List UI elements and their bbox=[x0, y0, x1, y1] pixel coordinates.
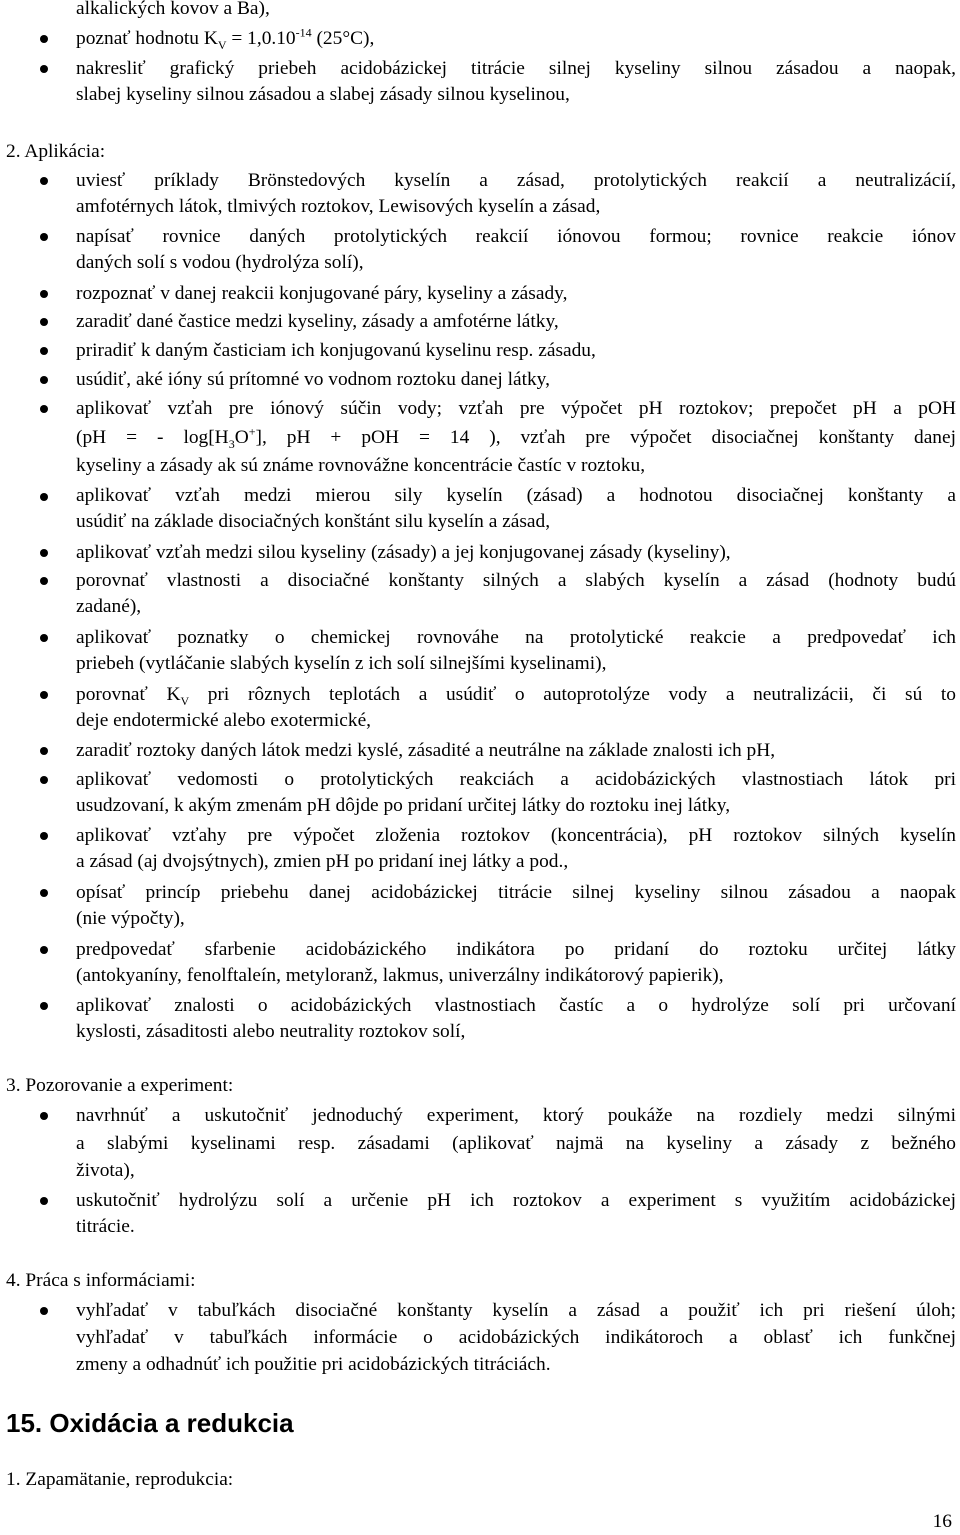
text-line: priebeh (vytláčanie slabých kyselín z ich solí silnejšími kyselinami), bbox=[76, 653, 607, 674]
text-line: aplikovať vzťahy pre výpočet zloženia roztokov (koncentrácia), pH roztokov silných kyselín bbox=[76, 825, 956, 846]
text-line: kyseliny a zásady ak sú známe rovnovážne koncentrácie častíc v roztoku, bbox=[76, 455, 646, 476]
text-line: aplikovať poznatky o chemickej rovnováhe na protolytické reakcie a predpovedať ich bbox=[76, 627, 956, 648]
text-line: uviesť príklady Brönstedových kyselín a zásad, protolytických reakcií a neutralizácií, bbox=[76, 170, 956, 191]
bullet-icon bbox=[40, 1197, 48, 1205]
text-line: zaradiť roztoky daných látok medzi kyslé, zásadité a neutrálne na základe znalosti ich pH, bbox=[76, 740, 776, 761]
text-line: zmeny a odhadnúť ich použitie pri acidobázických titráciách. bbox=[76, 1354, 551, 1375]
bullet-icon bbox=[40, 747, 48, 755]
bullet-icon bbox=[40, 776, 48, 784]
text-line: napísať rovnice daných protolytických reakcií iónovou formou; rovnice reakcie iónov bbox=[76, 226, 956, 247]
text-line: aplikovať vzťah medzi mierou sily kyselín (zásad) a hodnotou disociačnej konštanty a bbox=[76, 485, 956, 506]
text-line: (nie výpočty), bbox=[76, 908, 185, 929]
text-line: amfotérnych látok, tlmivých roztokov, Lewisových kyselín a zásad, bbox=[76, 196, 601, 217]
text-line: a slabými kyselinami resp. zásadami (aplikovať najmä na kyseliny a zásady z bežného bbox=[76, 1133, 956, 1154]
bullet-icon bbox=[40, 290, 48, 298]
text-line: zadané), bbox=[76, 596, 142, 617]
text-line: aplikovať vedomosti o protolytických reakciách a acidobázických vlastnostiach látok pri bbox=[76, 769, 956, 790]
bullet-icon bbox=[40, 1307, 48, 1315]
text-line: opísať princíp priebehu danej acidobázickej titrácie silnej kyseliny silnou zásadou a naopak bbox=[76, 882, 956, 903]
text-line: nakresliť grafický priebeh acidobázickej titrácie silnej kyseliny silnou zásadou a naopak, bbox=[76, 58, 956, 79]
text-line: aplikovať vzťah medzi silou kyseliny (zásady) a jej konjugovanej zásady (kyseliny), bbox=[76, 542, 731, 563]
text-line: a zásad (aj dvojsýtnych), zmien pH po pridaní inej látky a pod., bbox=[76, 851, 569, 872]
text-line: kyslosti, zásaditosti alebo neutrality roztokov solí, bbox=[76, 1021, 466, 1042]
bullet-icon bbox=[40, 1112, 48, 1120]
bullet-icon bbox=[40, 405, 48, 413]
text-line-kv: porovnať $K_V$ pri rôznych teplotách a usúdiť o autoprotolýze vody a neutralizácii, či sú to bbox=[76, 684, 956, 708]
bullet-icon bbox=[40, 376, 48, 384]
bullet-icon bbox=[40, 493, 48, 501]
section-title: 2. Aplikácia: bbox=[6, 141, 106, 162]
bullet-icon bbox=[40, 691, 48, 699]
text-line: predpovedať sfarbenie acidobázického indikátora po pridaní do roztoku určitej látky bbox=[76, 939, 956, 960]
text-line: deje endotermické alebo exotermické, bbox=[76, 710, 372, 731]
bullet-icon bbox=[40, 577, 48, 585]
bullet-icon bbox=[40, 1002, 48, 1010]
section-title: 3. Pozorovanie a experiment: bbox=[6, 1075, 234, 1096]
bullet-icon bbox=[40, 634, 48, 642]
text-line: priradiť k daným časticiam ich konjugovanú kyselinu resp. zásadu, bbox=[76, 340, 596, 361]
text-line: usudzovaní, k akým zmenám pH dôjde po pridaní určitej látky do roztoku inej látky, bbox=[76, 795, 731, 816]
text-line: usúdiť, aké ióny sú prítomné vo vodnom roztoku danej látky, bbox=[76, 369, 550, 390]
bullet-icon bbox=[40, 549, 48, 557]
bullet-icon bbox=[40, 233, 48, 241]
text-line: usúdiť na základe disociačných konštánt silu kyselín a zásad, bbox=[76, 511, 551, 532]
chapter-title: 15. Oxidácia a redukcia bbox=[6, 1408, 294, 1438]
text-line: navrhnúť a uskutočniť jednoduchý experiment, ktorý poukáže na rozdiely medzi silnými bbox=[76, 1105, 956, 1126]
text-line: (antokyaníny, fenolftaleín, metyloranž, lakmus, univerzálny indikátorový papierik), bbox=[76, 965, 724, 986]
text-line: vyhľadať v tabuľkách disociačné konštanty kyselín a zásad a použiť ich pri riešení úloh; bbox=[76, 1300, 956, 1321]
text-line: slabej kyseliny silnou zásadou a slabej zásady silnou kyselinou, bbox=[76, 84, 570, 105]
text-line: titrácie. bbox=[76, 1216, 135, 1237]
text-line: života), bbox=[76, 1160, 135, 1181]
text-line: vyhľadať v tabuľkách informácie o acidobázických indikátoroch a oblasť ich funkčnej bbox=[76, 1327, 956, 1348]
list-item-kv: poznať hodnotu $K_V = 1,0.10^{-14}$ (25°C), bbox=[76, 25, 375, 52]
bullet-icon bbox=[40, 946, 48, 954]
text-line: porovnať vlastnosti a disociačné konštanty silných a slabých kyselín a zásad (hodnoty budú bbox=[76, 570, 956, 591]
bullet-icon bbox=[40, 889, 48, 897]
bullet-icon bbox=[40, 832, 48, 840]
bullet-icon bbox=[40, 177, 48, 185]
bullet-icon bbox=[40, 65, 48, 73]
text-line: uskutočniť hydrolýzu solí a určenie pH ich roztokov a experiment s využitím acidobázickej bbox=[76, 1190, 956, 1211]
text-line: zaradiť dané častice medzi kyseliny, zásady a amfotérne látky, bbox=[76, 311, 559, 332]
text-line: alkalických kovov a Ba), bbox=[76, 0, 270, 19]
section-title: 4. Práca s informáciami: bbox=[6, 1270, 196, 1291]
bullet-icon bbox=[40, 347, 48, 355]
page-number: 16 bbox=[932, 1511, 952, 1532]
text-line: rozpoznať v danej reakcii konjugované páry, kyseliny a zásady, bbox=[76, 283, 568, 304]
text-line: aplikovať znalosti o acidobázických vlastnostiach častíc a o hydrolýze solí pri určovaní bbox=[76, 995, 956, 1016]
bullet-icon bbox=[40, 35, 48, 43]
text-line-ph: (pH = - $\log[H_3O^+]$, pH + pOH = 14 ), vzťah pre výpočet disociačnej konštanty danej bbox=[76, 425, 956, 451]
text-line: aplikovať vzťah pre iónový súčin vody; vzťah pre výpočet pH roztokov; prepočet pH a pOH bbox=[76, 398, 956, 419]
text-line: daných solí s vodou (hydrolýza solí), bbox=[76, 252, 364, 273]
bullet-icon bbox=[40, 318, 48, 326]
section-title: 1. Zapamätanie, reprodukcia: bbox=[6, 1469, 234, 1490]
